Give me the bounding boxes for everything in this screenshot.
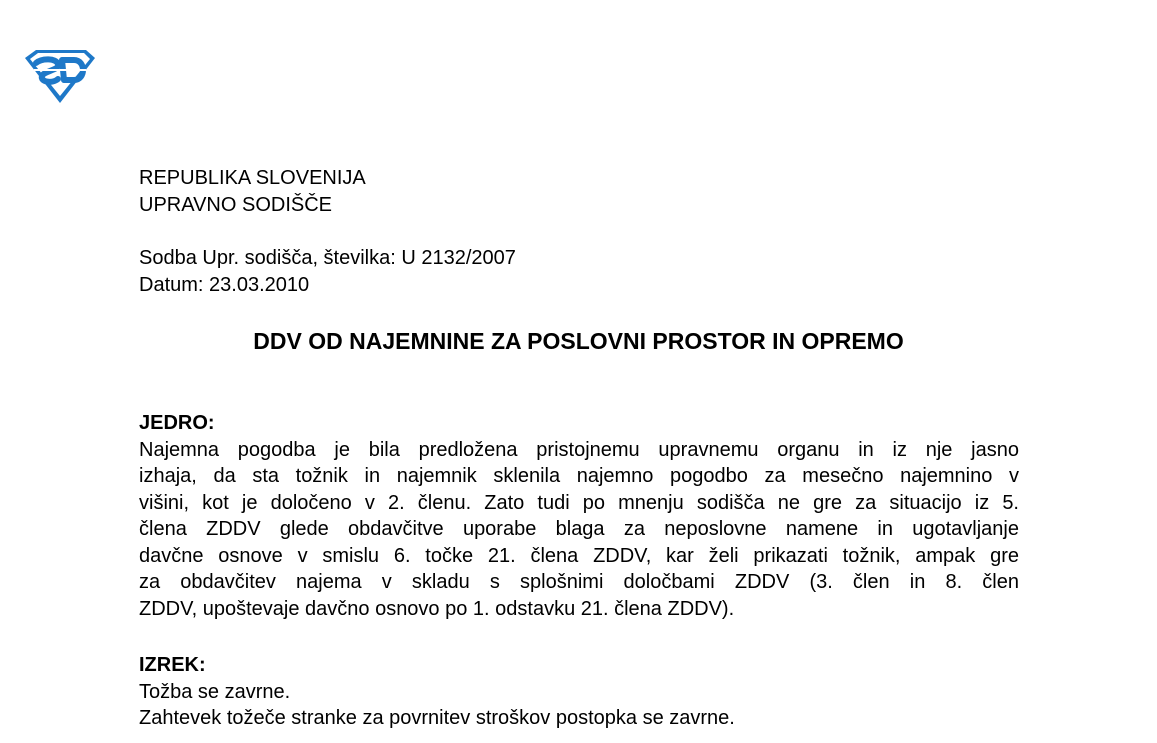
jedro-line: ZDDV, upoštevaje davčno osnovo po 1. odstavku 21. člena ZDDV). [139,597,735,620]
jedro-line: izhaja, da sta tožnik in najemnik sklenila najemno pogodbo za mesečno najemnino v [139,465,1019,487]
court-logo [22,50,96,104]
jedro-line: člena ZDDV glede obdavčitve uporabe blaga za neposlovne namene in ugotavljanje [139,518,1019,540]
court-name: UPRAVNO SODIŠČE [139,193,332,216]
case-info [139,245,1019,298]
izrek-section [139,652,1019,732]
jedro-line: višini, kot je določeno v 2. členu. Zato tudi po mnenju sodišča ne gre za situacijo iz 5. [139,491,1019,514]
document-title: DDV OD NAJEMNINE ZA POSLOVNI PROSTOR IN OPREMO [253,328,904,354]
izrek-line: Zahtevek tožeče stranke za povrnitev stroškov postopka se zavrne. [139,707,735,729]
izrek-line: Tožba se zavrne. [139,680,291,703]
case-number: Sodba Upr. sodišča, številka: U 2132/2007 [139,247,516,269]
jedro-section [139,410,1019,622]
izrek-heading: IZREK: [139,654,206,676]
jedro-line: Najemna pogodba je bila predložena pristojnemu upravnemu organu in iz nje jasno [139,438,1019,461]
case-date: Datum: 23.03.2010 [139,273,310,296]
court-header [139,165,1019,218]
jedro-heading: JEDRO: [139,412,215,434]
country-name: REPUBLIKA SLOVENIJA [139,167,366,189]
jedro-line: za obdavčitev najema v skladu s splošnimi določbami ZDDV (3. člen in 8. člen [139,571,1019,593]
jedro-line: davčne osnove v smislu 6. točke 21. člena ZDDV, kar želi prikazati tožnik, ampak gre [139,544,1019,567]
